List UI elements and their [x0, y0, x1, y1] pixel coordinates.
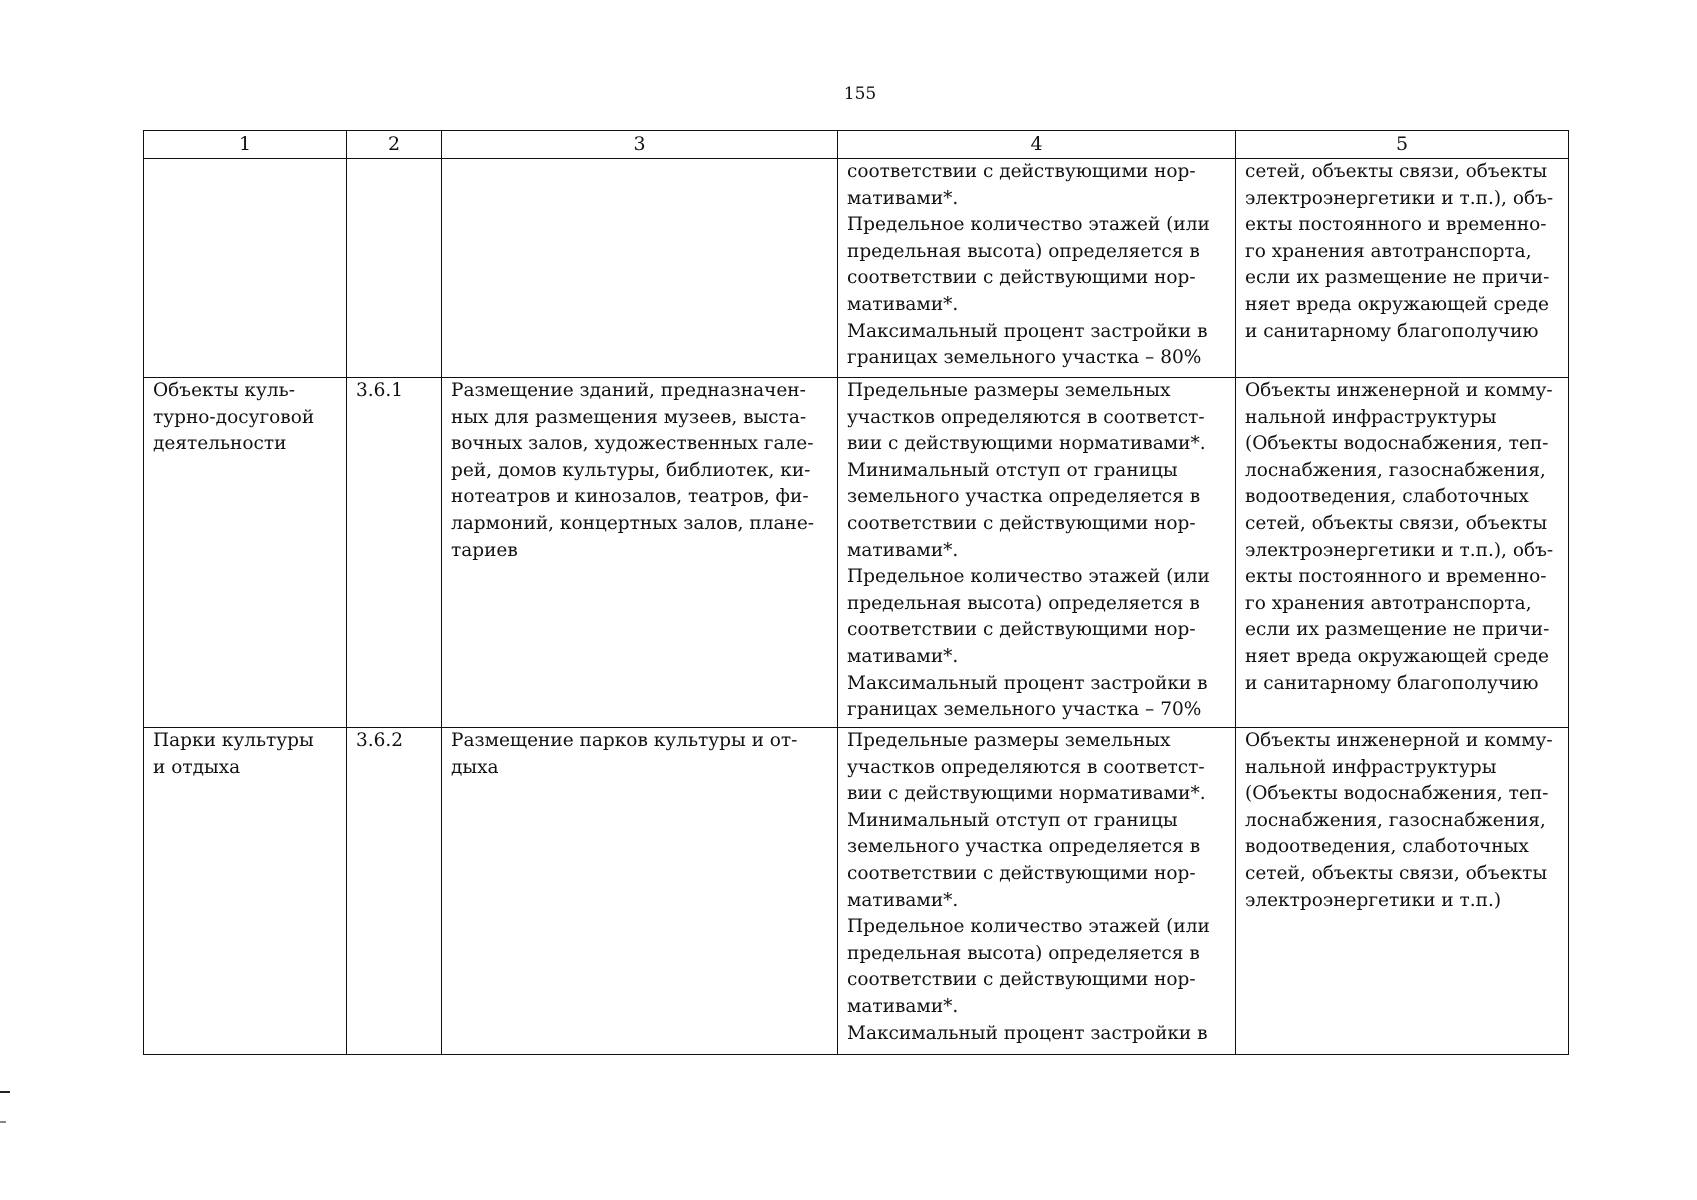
cell-use-type: [144, 159, 347, 378]
header-row: [144, 131, 1569, 159]
cell-line: границах земельного участка – 70%: [847, 699, 1202, 721]
cell-line: вочных залов, художественных гале-: [451, 433, 814, 455]
cell-description: [442, 378, 838, 728]
cell-line: водоотведения, слаботочных: [1245, 836, 1529, 858]
cell-line: Парки культуры: [153, 730, 314, 751]
cell-line: соответствии с действующими нор-: [847, 267, 1196, 289]
cell-line: участков определяются в соответст-: [847, 756, 1205, 778]
cell-line: мативами*.: [847, 293, 959, 315]
cell-line: Минимальный отступ от границы: [847, 459, 1178, 481]
cell-line: и отдыха: [153, 756, 241, 778]
cell-line: Размещение парков культуры и от-: [451, 730, 798, 751]
cell-line: рей, домов культуры, библиотек, ки-: [451, 459, 811, 481]
cell-line: ных для размещения музеев, выста-: [451, 406, 807, 428]
cell-line: если их размещение не причи-: [1245, 267, 1550, 289]
cell-line: няет вреда окружающей среде: [1245, 645, 1550, 667]
cell-line: екты постоянного и временно-: [1245, 214, 1547, 236]
cell-use-type: [144, 728, 347, 1055]
header-col-1: 1: [144, 131, 347, 159]
cell-line: предельная высота) определяется в: [847, 942, 1200, 964]
cell-line: мативами*.: [847, 539, 959, 561]
cell-line: и санитарному благополучию: [1245, 320, 1539, 342]
cell-line: вии с действующими нормативами*.: [847, 433, 1206, 455]
cell-line: мативами*.: [847, 995, 959, 1017]
cell-line: земельного участка определяется в: [847, 486, 1201, 508]
cell-line: водоотведения, слаботочных: [1245, 486, 1529, 508]
cell-line: Объекты инженерной и комму-: [1245, 380, 1553, 401]
cell-description: [442, 159, 838, 378]
header-col-4: 4: [838, 131, 1236, 159]
cell-line: нальной инфраструктуры: [1245, 406, 1497, 428]
cell-line: Максимальный процент застройки в: [847, 672, 1208, 694]
cell-line: границах земельного участка – 80%: [847, 347, 1202, 369]
cell-code: [347, 159, 442, 378]
cell-line: деятельности: [153, 433, 287, 455]
cell-line: земельного участка определяется в: [847, 836, 1201, 858]
cell-line: нотеатров и кинозалов, театров, фи-: [451, 486, 809, 508]
cell-auxiliary-uses: [1236, 159, 1569, 378]
cell-code: 3.6.2: [347, 728, 442, 1055]
cell-line: сетей, объекты связи, объекты: [1245, 862, 1548, 884]
cell-line: Предельное количество этажей (или: [847, 566, 1210, 588]
cell-line: соответствии с действующими нор-: [847, 161, 1196, 182]
page-number: 155: [843, 84, 877, 104]
cell-line: (Объекты водоснабжения, теп-: [1245, 433, 1549, 455]
cell-line: Предельные размеры земельных: [847, 730, 1171, 751]
cell-parameters: [838, 159, 1236, 378]
cell-line: го хранения автотранспорта,: [1245, 240, 1532, 262]
cell-line: вии с действующими нормативами*.: [847, 783, 1206, 805]
cell-line: лоснабжения, газоснабжения,: [1245, 809, 1546, 831]
margin-mark: [0, 1121, 6, 1123]
cell-parameters: [838, 378, 1236, 728]
cell-line: предельная высота) определяется в: [847, 592, 1200, 614]
cell-line: дыха: [451, 756, 499, 778]
cell-line: няет вреда окружающей среде: [1245, 293, 1550, 315]
cell-line: Объекты инженерной и комму-: [1245, 730, 1553, 751]
cell-line: Объекты куль-: [153, 380, 295, 401]
cell-line: тариев: [451, 539, 518, 561]
cell-line: Максимальный процент застройки в: [847, 320, 1208, 342]
land-use-table: [143, 130, 1569, 1055]
cell-line: мативами*.: [847, 187, 959, 209]
cell-line: соответствии с действующими нор-: [847, 512, 1196, 534]
cell-line: сетей, объекты связи, объекты: [1245, 512, 1548, 534]
cell-line: мативами*.: [847, 645, 959, 667]
header-col-3: 3: [442, 131, 838, 159]
cell-line: соответствии с действующими нор-: [847, 862, 1196, 884]
cell-line: предельная высота) определяется в: [847, 240, 1200, 262]
table-row: [144, 378, 1569, 728]
cell-line: екты постоянного и временно-: [1245, 566, 1547, 588]
cell-parameters: [838, 728, 1236, 1055]
cell-line: если их размещение не причи-: [1245, 619, 1550, 641]
cell-line: турно-досуговой: [153, 406, 315, 428]
cell-line: участков определяются в соответст-: [847, 406, 1205, 428]
cell-line: лармоний, концертных залов, плане-: [451, 512, 815, 534]
cell-line: го хранения автотранспорта,: [1245, 592, 1532, 614]
cell-line: Предельное количество этажей (или: [847, 214, 1210, 236]
cell-code: 3.6.1: [347, 378, 442, 728]
cell-line: сетей, объекты связи, объекты: [1245, 161, 1548, 182]
cell-line: электроэнергетики и т.п.): [1245, 889, 1502, 911]
cell-line: мативами*.: [847, 889, 959, 911]
table-row: [144, 728, 1569, 1055]
cell-description: [442, 728, 838, 1055]
cell-line: лоснабжения, газоснабжения,: [1245, 459, 1546, 481]
cell-line: электроэнергетики и т.п.), объ-: [1245, 187, 1554, 209]
cell-line: Максимальный процент застройки в: [847, 1022, 1208, 1044]
cell-use-type: [144, 378, 347, 728]
cell-line: и санитарному благополучию: [1245, 672, 1539, 694]
cell-line: Предельное количество этажей (или: [847, 916, 1210, 938]
cell-line: (Объекты водоснабжения, теп-: [1245, 783, 1549, 805]
margin-mark: [0, 1091, 10, 1093]
cell-line: соответствии с действующими нор-: [847, 969, 1196, 991]
cell-auxiliary-uses: [1236, 378, 1569, 728]
cell-line: электроэнергетики и т.п.), объ-: [1245, 539, 1554, 561]
cell-line: Предельные размеры земельных: [847, 380, 1171, 401]
header-col-5: 5: [1236, 131, 1569, 159]
header-col-2: 2: [347, 131, 442, 159]
cell-line: нальной инфраструктуры: [1245, 756, 1497, 778]
cell-line: соответствии с действующими нор-: [847, 619, 1196, 641]
cell-auxiliary-uses: [1236, 728, 1569, 1055]
cell-line: Минимальный отступ от границы: [847, 809, 1178, 831]
table-row: [144, 159, 1569, 378]
cell-line: Размещение зданий, предназначен-: [451, 380, 806, 401]
